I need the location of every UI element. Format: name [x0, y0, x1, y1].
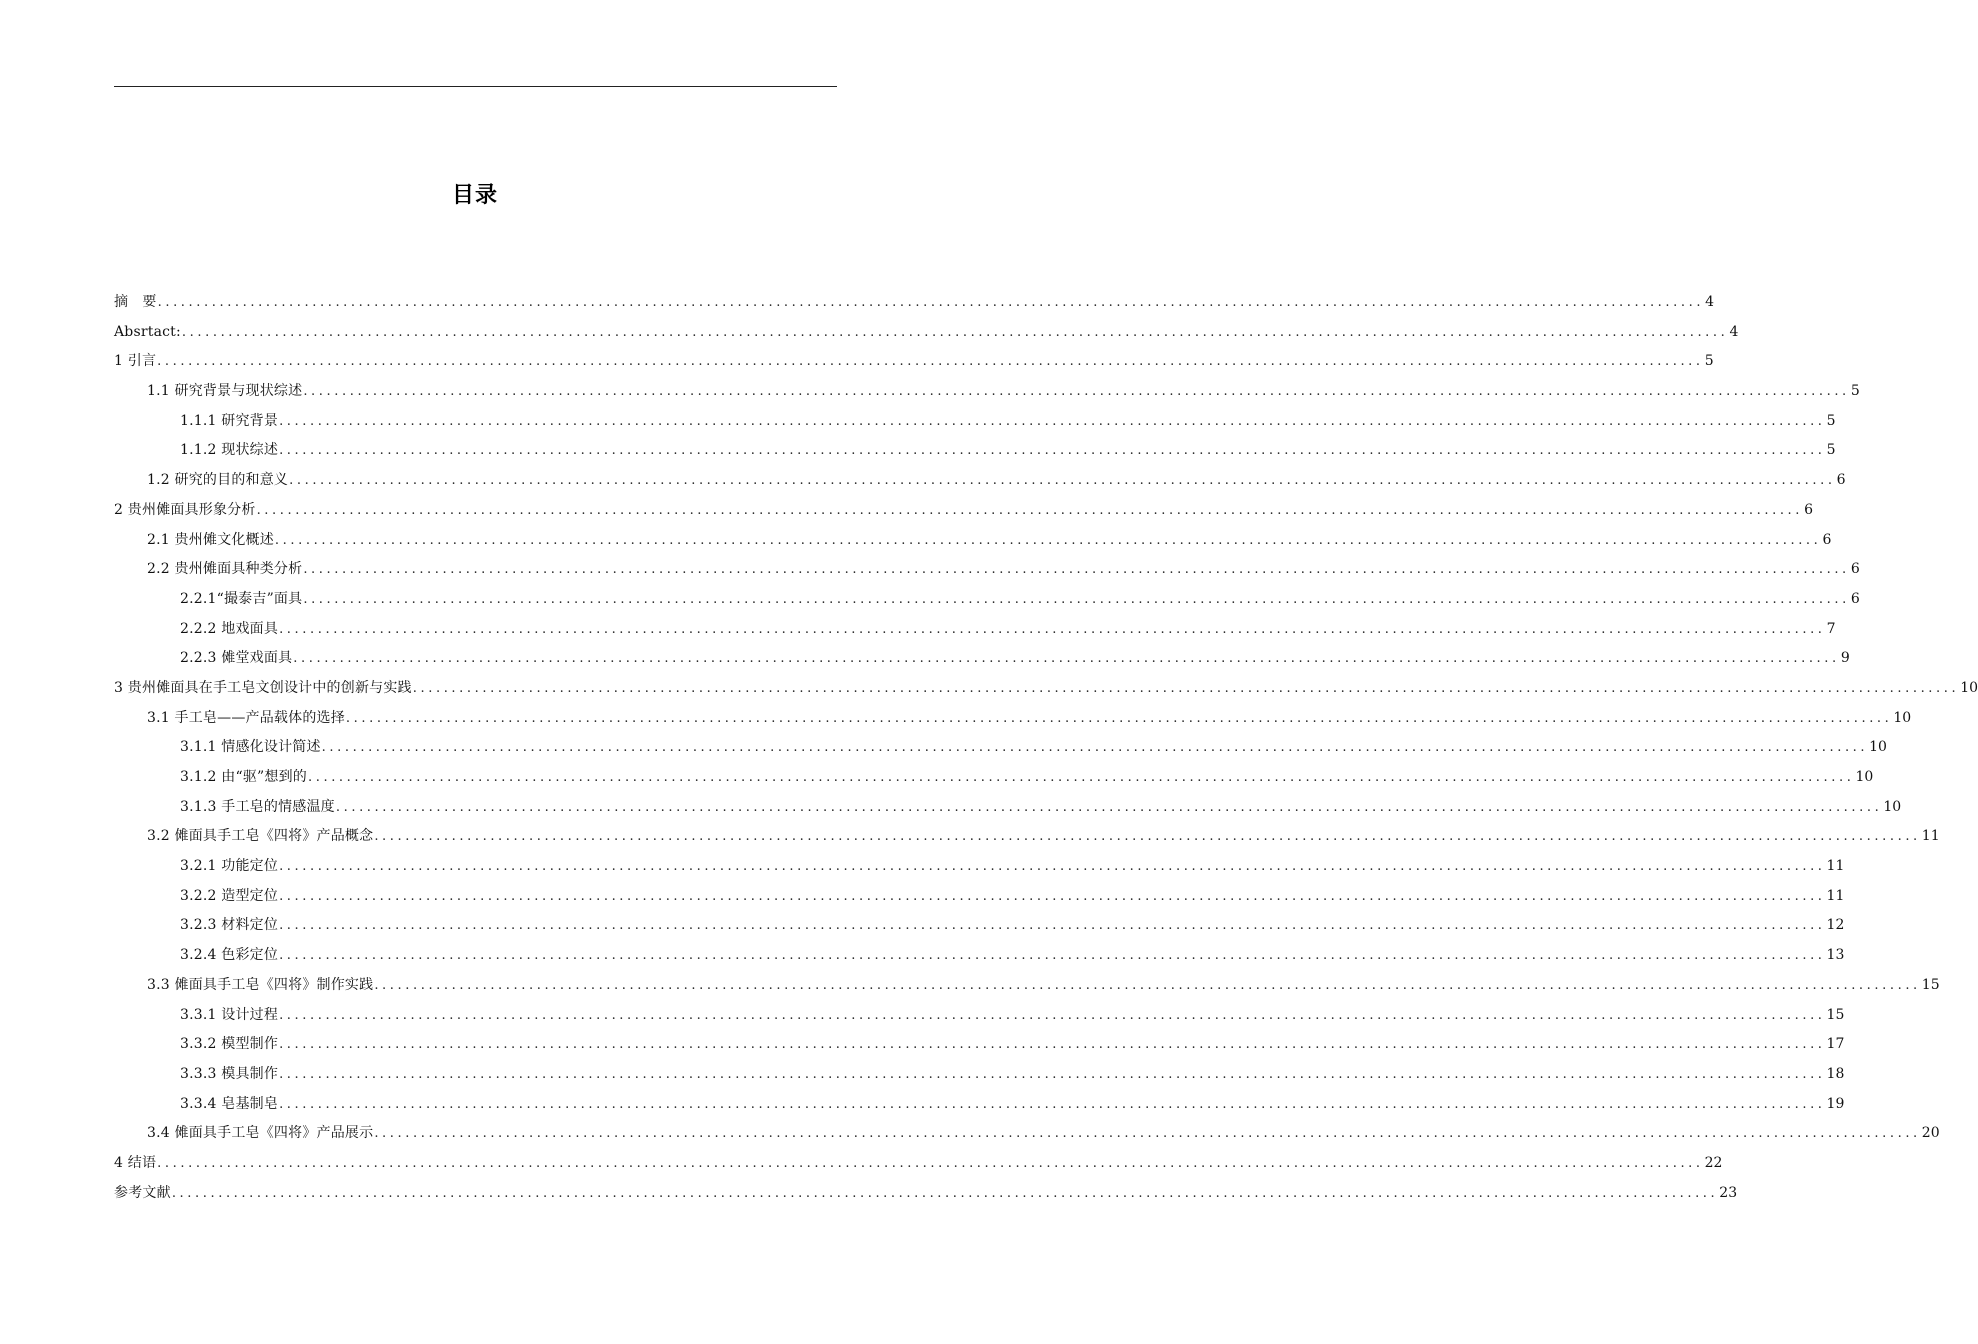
toc-entry-page-number: 6 — [1822, 531, 1832, 548]
toc-entry-page-number: 13 — [1826, 947, 1845, 964]
toc-entry-page-number: 5 — [1826, 442, 1836, 459]
header-rule — [114, 86, 837, 87]
toc-dot-leader: ........................................................................................................................................................................................................ — [157, 1155, 1704, 1171]
toc-dot-leader: ........................................................................................................................................................................................................ — [279, 918, 1826, 934]
toc-dot-leader: ........................................................................................................................................................................................................ — [374, 1126, 1921, 1142]
toc-entry-label: 2 贵州傩面具形象分析 — [114, 501, 256, 518]
toc-entry-label: 参考文献 — [114, 1184, 171, 1201]
toc-entry-page-number: 11 — [1826, 887, 1845, 904]
toc-entry-label: 3.3.4 皂基制皂 — [180, 1095, 279, 1112]
toc-entry[interactable] — [114, 793, 1902, 823]
toc-entry-page-number: 15 — [1826, 1006, 1845, 1023]
toc-entry[interactable] — [114, 911, 1845, 941]
toc-entry-label: 3.2.1 功能定位 — [180, 858, 279, 875]
toc-entry-page-number: 10 — [1869, 739, 1887, 756]
toc-dot-leader: ........................................................................................................................................................................................................ — [256, 502, 1804, 518]
toc-dot-leader: ........................................................................................................................................................................................................ — [279, 621, 1826, 637]
toc-entry-page-number: 18 — [1826, 1065, 1845, 1082]
toc-entry-page-number: 19 — [1826, 1095, 1845, 1112]
toc-entry-label: 3.3 傩面具手工皂《四将》制作实践 — [147, 976, 374, 993]
toc-dot-leader: ........................................................................................................................................................................................................ — [293, 651, 1840, 667]
toc-entry-page-number: 5 — [1704, 353, 1714, 370]
toc-dot-leader: ........................................................................................................................................................................................................ — [279, 1096, 1826, 1112]
toc-entry-page-number: 6 — [1850, 590, 1860, 607]
toc-entry-label: 2.2.3 傩堂戏面具 — [180, 650, 293, 667]
toc-entry[interactable] — [114, 377, 1860, 407]
toc-dot-leader: ........................................................................................................................................................................................................ — [374, 829, 1921, 845]
toc-entry[interactable] — [114, 941, 1845, 971]
toc-entry-label: 3.4 傩面具手工皂《四将》产品展示 — [147, 1125, 374, 1142]
toc-entry-page-number: 6 — [1804, 501, 1814, 518]
toc-entry-page-number: 4 — [1729, 323, 1739, 340]
toc-entry[interactable] — [114, 615, 1836, 645]
toc-entry-label: 1.1.1 研究背景 — [180, 412, 279, 429]
toc-entry[interactable] — [114, 526, 1832, 556]
toc-entry-page-number: 5 — [1850, 383, 1860, 400]
toc-entry-page-number: 15 — [1921, 976, 1940, 993]
toc-entry-page-number: 7 — [1826, 620, 1836, 637]
toc-entry-page-number: 23 — [1719, 1184, 1738, 1201]
toc-entry[interactable] — [114, 347, 1714, 377]
toc-entry[interactable] — [114, 971, 1940, 1001]
toc-entry-page-number: 11 — [1921, 828, 1940, 845]
toc-dot-leader: ........................................................................................................................................................................................................ — [157, 295, 1705, 310]
toc-dot-leader: ........................................................................................................................................................................................................ — [303, 562, 1850, 578]
toc-entry-label: 3.2.4 色彩定位 — [180, 947, 279, 964]
toc-entry-label: 2.2 贵州傩面具种类分析 — [147, 561, 303, 578]
table-of-contents — [114, 288, 1978, 1208]
toc-dot-leader: ........................................................................................................................................................................................................ — [171, 1185, 1719, 1201]
toc-entry[interactable] — [114, 882, 1845, 912]
toc-entry-page-number: 11 — [1826, 858, 1845, 875]
toc-dot-leader: ........................................................................................................................................................................................................ — [321, 740, 1869, 756]
toc-entry-page-number: 10 — [1883, 798, 1902, 815]
toc-entry-page-number: 9 — [1840, 650, 1850, 667]
toc-entry-label: 3.2.3 材料定位 — [180, 917, 279, 934]
toc-entry-label: 3.2.2 造型定位 — [180, 887, 279, 904]
toc-dot-leader: ........................................................................................................................................................................................................ — [279, 443, 1826, 459]
toc-entry[interactable] — [114, 852, 1845, 882]
toc-entry-label: 4 结语 — [114, 1154, 157, 1171]
toc-entry-label: 3.1.3 手工皂的情感温度 — [180, 798, 335, 815]
toc-dot-leader: ........................................................................................................................................................................................................ — [279, 888, 1826, 904]
toc-entry[interactable] — [114, 822, 1940, 852]
toc-entry[interactable] — [114, 1119, 1940, 1149]
toc-entry-page-number: 17 — [1826, 1036, 1845, 1053]
toc-entry[interactable] — [114, 288, 1715, 318]
toc-entry[interactable] — [114, 555, 1860, 585]
toc-entry-page-number: 12 — [1826, 917, 1845, 934]
toc-entry-label: 3.1.2 由“驱”想到的 — [180, 769, 307, 785]
toc-entry[interactable] — [114, 1149, 1723, 1179]
toc-dot-leader: ........................................................................................................................................................................................................ — [345, 710, 1893, 726]
toc-entry-page-number: 10 — [1960, 679, 1978, 696]
toc-entry[interactable] — [114, 674, 1978, 704]
toc-entry-label: 2.2.1“撮泰吉”面具 — [180, 590, 303, 607]
toc-entry[interactable] — [114, 704, 1912, 734]
toc-dot-leader: ........................................................................................................................................................................................................ — [335, 799, 1883, 815]
toc-entry[interactable] — [114, 318, 1739, 348]
toc-entry[interactable] — [114, 1060, 1845, 1090]
toc-dot-leader: ........................................................................................................................................................................................................ — [374, 977, 1921, 993]
toc-entry[interactable] — [114, 1030, 1845, 1060]
toc-entry-label: 3.3.2 模型制作 — [180, 1036, 279, 1053]
toc-dot-leader: ........................................................................................................................................................................................................ — [289, 473, 1836, 489]
toc-entry-label: 1.1.2 现状综述 — [180, 442, 279, 459]
toc-entry-page-number: 10 — [1893, 709, 1912, 726]
toc-entry-label: 3.3.1 设计过程 — [180, 1006, 279, 1023]
toc-dot-leader: ........................................................................................................................................................................................................ — [279, 413, 1826, 429]
toc-entry-label: 1.1 研究背景与现状综述 — [147, 383, 303, 400]
toc-entry[interactable] — [114, 496, 1814, 526]
toc-entry-label: 3.3.3 模具制作 — [180, 1065, 279, 1082]
toc-entry-page-number: 6 — [1850, 561, 1860, 578]
toc-entry-label: Absrtact: — [114, 323, 181, 340]
toc-dot-leader: ........................................................................................................................................................................................................ — [279, 859, 1826, 875]
toc-entry[interactable] — [114, 436, 1836, 466]
toc-entry-label: 3.2 傩面具手工皂《四将》产品概念 — [147, 828, 374, 845]
toc-entry[interactable] — [114, 763, 1874, 793]
toc-entry[interactable] — [114, 1001, 1845, 1031]
toc-entry[interactable] — [114, 585, 1860, 615]
toc-entry[interactable] — [114, 466, 1846, 496]
toc-dot-leader: ........................................................................................................................................................................................................ — [412, 680, 1960, 696]
toc-entry-label: 1.2 研究的目的和意义 — [147, 472, 289, 489]
toc-entry-label: 2.2.2 地戏面具 — [180, 620, 279, 637]
toc-dot-leader: ........................................................................................................................................................................................................ — [157, 354, 1704, 370]
toc-entry-page-number: 20 — [1921, 1125, 1940, 1142]
toc-entry[interactable] — [114, 1179, 1738, 1209]
toc-dot-leader: ........................................................................................................................................................................................................ — [303, 591, 1850, 607]
toc-entry-label: 摘 要 — [114, 294, 157, 310]
page-title: 目录 — [451, 183, 498, 208]
toc-entry-page-number: 4 — [1705, 294, 1715, 310]
toc-entry-label: 1 引言 — [114, 353, 157, 370]
toc-dot-leader: ........................................................................................................................................................................................................ — [279, 1037, 1826, 1053]
toc-entry-label: 3.1 手工皂——产品载体的选择 — [147, 709, 345, 726]
toc-entry-page-number: 22 — [1704, 1154, 1723, 1171]
toc-dot-leader: ........................................................................................................................................................................................................ — [308, 770, 1855, 785]
toc-dot-leader: ........................................................................................................................................................................................................ — [279, 1007, 1826, 1023]
toc-entry-label: 2.1 贵州傩文化概述 — [147, 531, 274, 548]
toc-entry-page-number: 5 — [1826, 412, 1836, 429]
toc-dot-leader: ........................................................................................................................................................................................................ — [279, 1066, 1826, 1082]
toc-dot-leader: ........................................................................................................................................................................................................ — [274, 532, 1822, 548]
toc-dot-leader: ........................................................................................................................................................................................................ — [181, 324, 1729, 340]
toc-entry[interactable] — [114, 1090, 1845, 1120]
toc-entry[interactable] — [114, 733, 1887, 763]
toc-entry-label: 3.1.1 情感化设计简述 — [180, 739, 321, 756]
toc-entry-page-number: 10 — [1855, 769, 1874, 785]
toc-entry[interactable] — [114, 644, 1850, 674]
toc-dot-leader: ........................................................................................................................................................................................................ — [303, 384, 1850, 400]
toc-entry-label: 3 贵州傩面具在手工皂文创设计中的创新与实践 — [114, 679, 412, 696]
toc-entry[interactable] — [114, 407, 1836, 437]
toc-dot-leader: ........................................................................................................................................................................................................ — [279, 948, 1826, 964]
toc-entry-page-number: 6 — [1836, 472, 1846, 489]
